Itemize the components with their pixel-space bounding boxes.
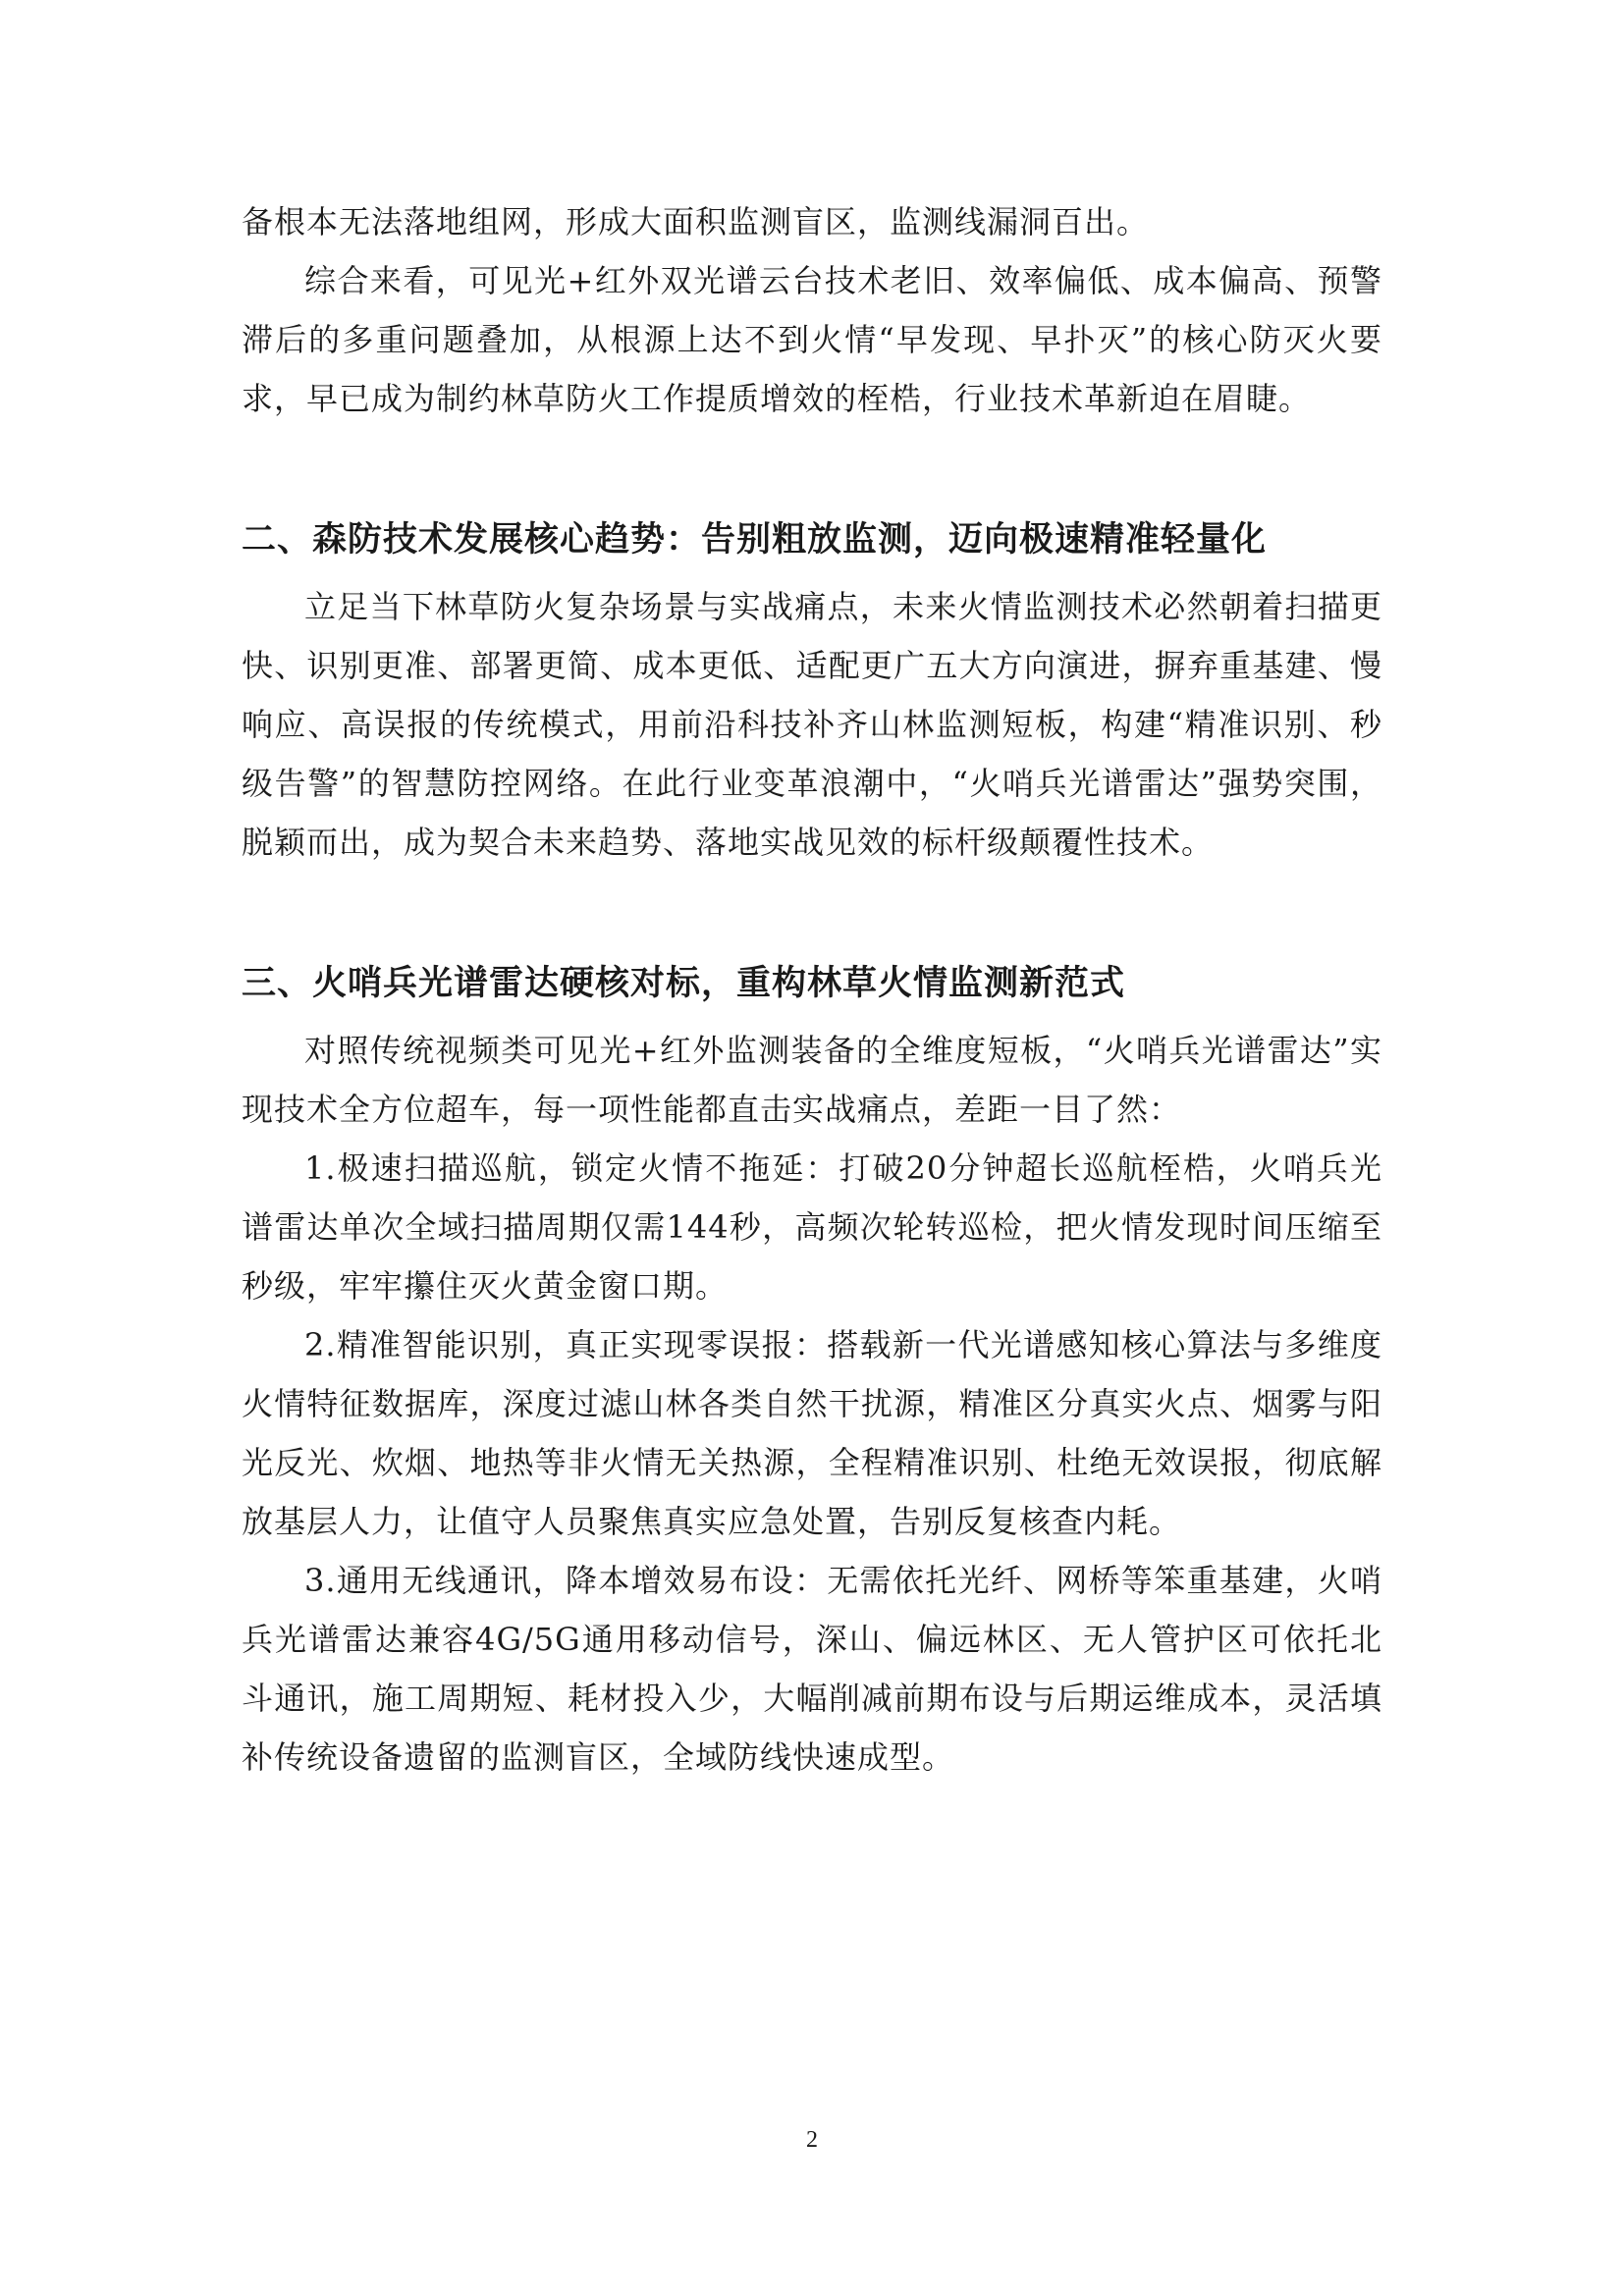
paragraph-trend: 立足当下林草防火复杂场景与实战痛点，未来火情监测技术必然朝着扫描更快、识别更准、部署更简、成本更低、适配更广五大方向演进，摒弃重基建、慢响应、高误报的传统模式，用前沿科技补齐山林监测短板，构建“精准识别、秒级告警”的智慧防控网络。在此行业变革浪潮中，“火哨兵光谱雷达”强势突围，脱颖而出，成为契合未来趋势、落地实战见效的标杆级颠覆性技术。 <box>242 588 1382 861</box>
section-spacer <box>242 428 1382 510</box>
document-body <box>242 192 1382 1787</box>
paragraph-summary: 综合来看，可见光+红外双光谱云台技术老旧、效率偏低、成本偏高、预警滞后的多重问题叠加，从根源上达不到火情“早发现、早扑灭”的核心防灭火要求，早已成为制约林草防火工作提质增效的桎梏，行业技术革新迫在眉睫。 <box>242 262 1382 417</box>
list-item-fast-scan: 1.极速扫描巡航，锁定火情不拖延：打破20分钟超长巡航桎梏，火哨兵光谱雷达单次全域扫描周期仅需144秒，高频次轮转巡检，把火情发现时间压缩至秒级，牢牢攥住灭火黄金窗口期。 <box>242 1149 1382 1305</box>
paragraph-comparison-intro: 对照传统视频类可见光+红外监测装备的全维度短板，“火哨兵光谱雷达”实现技术全方位超车，每一项性能都直击实战痛点，差距一目了然： <box>242 1032 1382 1128</box>
list-item-wireless-communication: 3.通用无线通讯，降本增效易布设：无需依托光纤、网桥等笨重基建，火哨兵光谱雷达兼容4G/5G通用移动信号，深山、偏远林区、无人管护区可依托北斗通讯，施工周期短、耗材投入少，大幅削减前期布设与后期运维成本，灵活填补传统设备遗留的监测盲区，全域防线快速成型。 <box>242 1562 1382 1776</box>
heading-spacer <box>242 1013 1382 1021</box>
section-heading-3: 三、火哨兵光谱雷达硬核对标，重构林草火情监测新范式 <box>242 964 1126 1003</box>
heading-spacer <box>242 569 1382 577</box>
page-number: 2 <box>806 2127 818 2153</box>
paragraph-continued: 备根本无法落地组网，形成大面积监测盲区，监测线漏洞百出。 <box>242 203 1150 240</box>
section-heading-2: 二、森防技术发展核心趋势：告别粗放监测，迈向极速精准轻量化 <box>242 520 1268 560</box>
list-item-precise-recognition: 2.精准智能识别，真正实现零误报：搭载新一代光谱感知核心算法与多维度火情特征数据库，深度过滤山林各类自然干扰源，精准区分真实火点、烟雾与阳光反光、炊烟、地热等非火情无关热源，全程精准识别、杜绝无效误报，彻底解放基层人力，让值守人员聚焦真实应急处置，告别反复核查内耗。 <box>242 1326 1382 1540</box>
section-spacer <box>242 872 1382 954</box>
